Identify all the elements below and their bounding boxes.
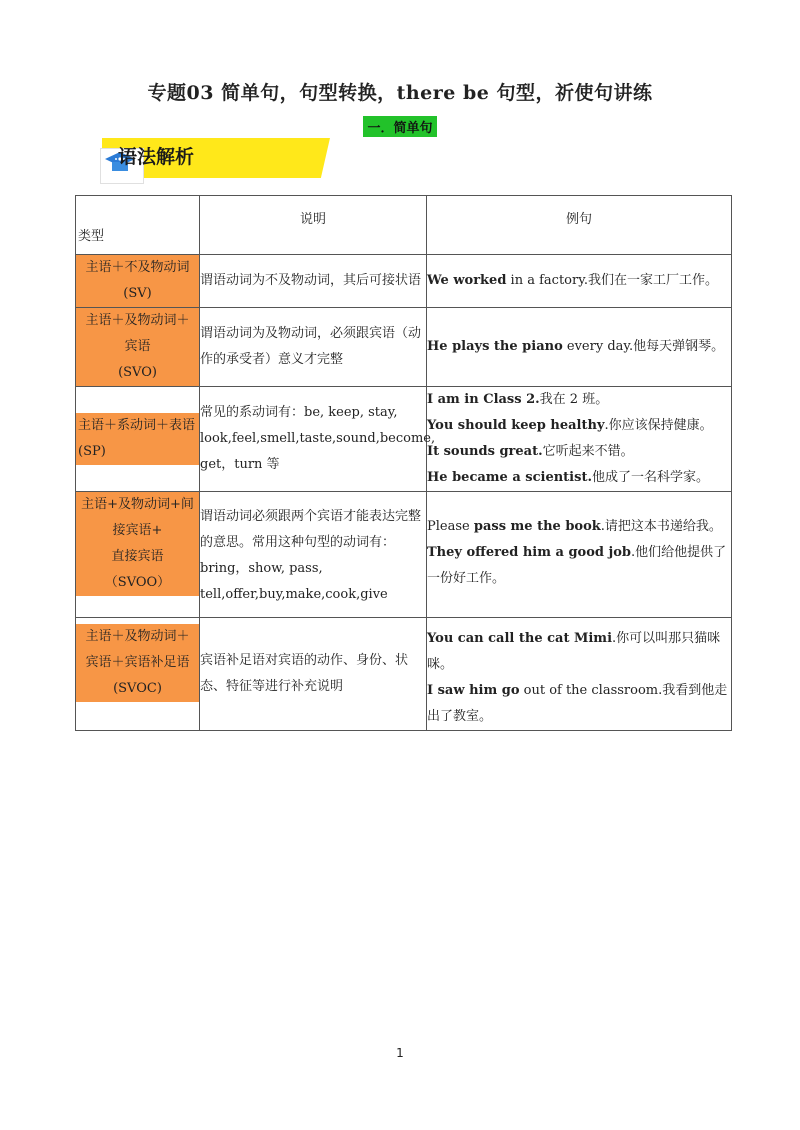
example-sentence: You should keep healthy.你应该保持健康。 (427, 418, 713, 433)
table-row (76, 308, 732, 387)
type-cell (76, 308, 200, 387)
type-line: （SVOO） (104, 575, 171, 590)
description-cell: 常见的系动词有：be, keep, stay, look,feel,smell,taste,sound,become, get，turn 等 (200, 387, 427, 492)
table-row (76, 255, 732, 308)
example-cell (427, 308, 732, 387)
header-description: 说明 (200, 196, 427, 255)
description-cell: 宾语补足语对宾语的动作、身份、状态、特征等进行补充说明 (200, 618, 427, 731)
table-row (76, 387, 732, 492)
example-sentence: I saw him go out of the classroom.我看到他走出了教室。 (427, 683, 728, 724)
example-cell (427, 255, 732, 308)
example-cell (427, 618, 732, 731)
type-line: (SVO) (118, 365, 157, 380)
grammar-table (75, 195, 732, 731)
type-line: 直接宾语 (111, 549, 164, 564)
example-sentence: Please pass me the book.请把这本书递给我。 (427, 519, 722, 534)
description-cell: 谓语动词为及物动词，必须跟宾语（动作的承受者）意义才完整 (200, 308, 427, 387)
header-type: 类型 (76, 196, 200, 255)
example-sentence: I am in Class 2.我在 2 班。 (427, 392, 609, 407)
example-sentence: You can call the cat Mimi.你可以叫那只猫咪咪。 (427, 631, 721, 672)
section-heading: 一．简单句 (363, 116, 436, 137)
header-example: 例句 (427, 196, 732, 255)
document-title: 专题03 简单句，句型转换，there be 句型，祈使句讲练 (147, 82, 653, 104)
table-row (76, 492, 732, 618)
example-sentence: He plays the piano every day.他每天弹钢琴。 (427, 339, 725, 354)
table-header-row (76, 196, 732, 255)
type-line: 接宾语+ (112, 523, 163, 538)
type-cell (76, 255, 200, 308)
type-line: 主语＋及物动词＋ (85, 629, 190, 644)
example-sentence: It sounds great.它听起来不错。 (427, 444, 634, 459)
type-line: 宾语＋宾语补足语 (85, 655, 190, 670)
example-cell (427, 387, 732, 492)
description-cell: 谓语动词必须跟两个宾语才能表达完整的意思。常用这种句型的动词有：bring，show, pass, tell,offer,buy,make,cook,give (200, 492, 427, 618)
example-sentence: They offered him a good job.他们给他提供了一份好工作。 (427, 545, 727, 586)
type-cell (76, 387, 200, 492)
type-line: (SV) (123, 286, 152, 301)
description-cell: 谓语动词为不及物动词，其后可接状语 (200, 255, 427, 308)
table-row (76, 618, 732, 731)
page-number: 1 (396, 1046, 404, 1060)
banner-label: 语法解析 (118, 146, 195, 168)
type-line: 主语+及物动词+间 (81, 497, 194, 512)
type-line: 宾语 (124, 339, 151, 354)
example-cell (427, 492, 732, 618)
example-sentence: He became a scientist.他成了一名科学家。 (427, 470, 709, 485)
type-line: 主语＋系动词＋表语(SP) (78, 418, 196, 459)
grammar-banner (78, 138, 340, 184)
type-line: 主语＋不及物动词 (85, 260, 190, 275)
example-sentence: We worked in a factory.我们在一家工厂工作。 (427, 273, 718, 288)
type-line: (SVOC) (113, 681, 162, 696)
type-line: 主语＋及物动词＋ (85, 313, 190, 328)
type-cell (76, 618, 200, 731)
type-cell (76, 492, 200, 618)
